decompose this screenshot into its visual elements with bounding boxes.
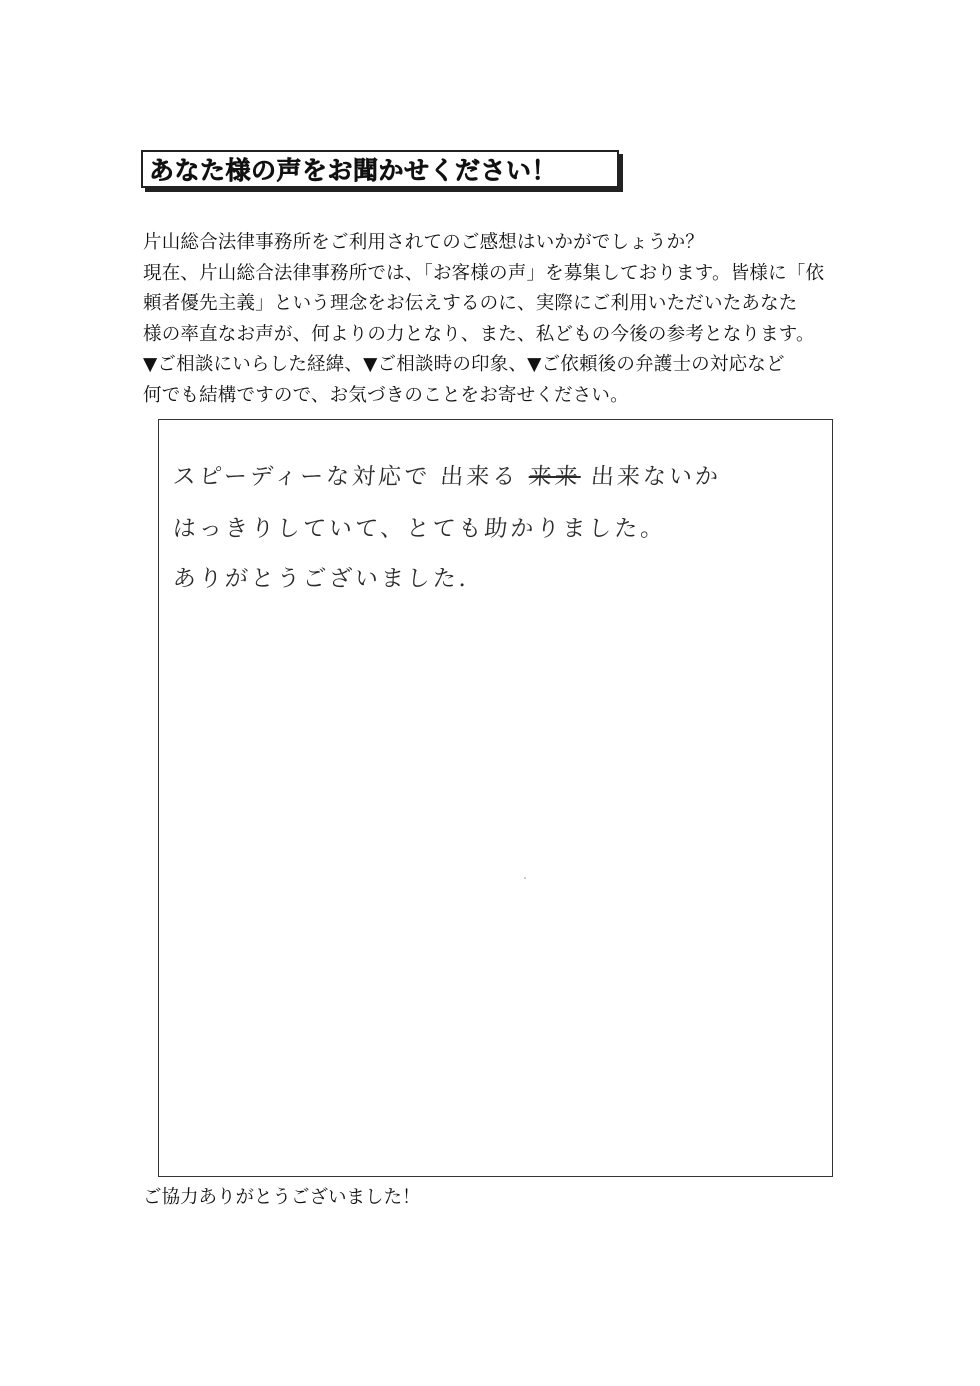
intro-paragraph <box>143 228 863 411</box>
page-title: あなた様の声をお聞かせください！ <box>149 156 558 185</box>
handwritten-line-3: ありがとうございました. <box>171 566 471 592</box>
answer-box <box>158 419 833 1177</box>
closing-thanks: ご協力ありがとうございました！ <box>143 1187 421 1208</box>
scan-speck <box>524 877 526 879</box>
handwritten-text: スピーディーな対応で 出来る <box>171 464 530 490</box>
intro-line: 頼者優先主義」という理念をお伝えするのに、実際にご利用いただいたあなた <box>143 293 798 314</box>
intro-line: 様の率直なお声が、何よりの力となり、また、私どもの今後の参考となります。 <box>143 323 815 345</box>
title-box <box>141 150 619 188</box>
handwritten-line-1 <box>172 458 722 491</box>
intro-line: 片山総合法律事務所をご利用されてのご感想はいかがでしょうか？ <box>143 232 705 253</box>
intro-line: 何でも結構ですので、お気づきのことをお寄せください。 <box>143 384 629 406</box>
intro-line: ▼ご相談にいらした経緯、▼ご相談時の印象、▼ご依頼後の弁護士の対応など <box>143 354 785 375</box>
struck-out-text: 来来 <box>527 464 582 490</box>
intro-line: 現在、片山総合法律事務所では、「お客様の声」を募集しております。皆様に「依 <box>143 262 825 284</box>
handwritten-line-2: はっきりしていて、とても助かりました。 <box>171 516 668 542</box>
handwritten-text: 出来ないか <box>579 464 722 490</box>
